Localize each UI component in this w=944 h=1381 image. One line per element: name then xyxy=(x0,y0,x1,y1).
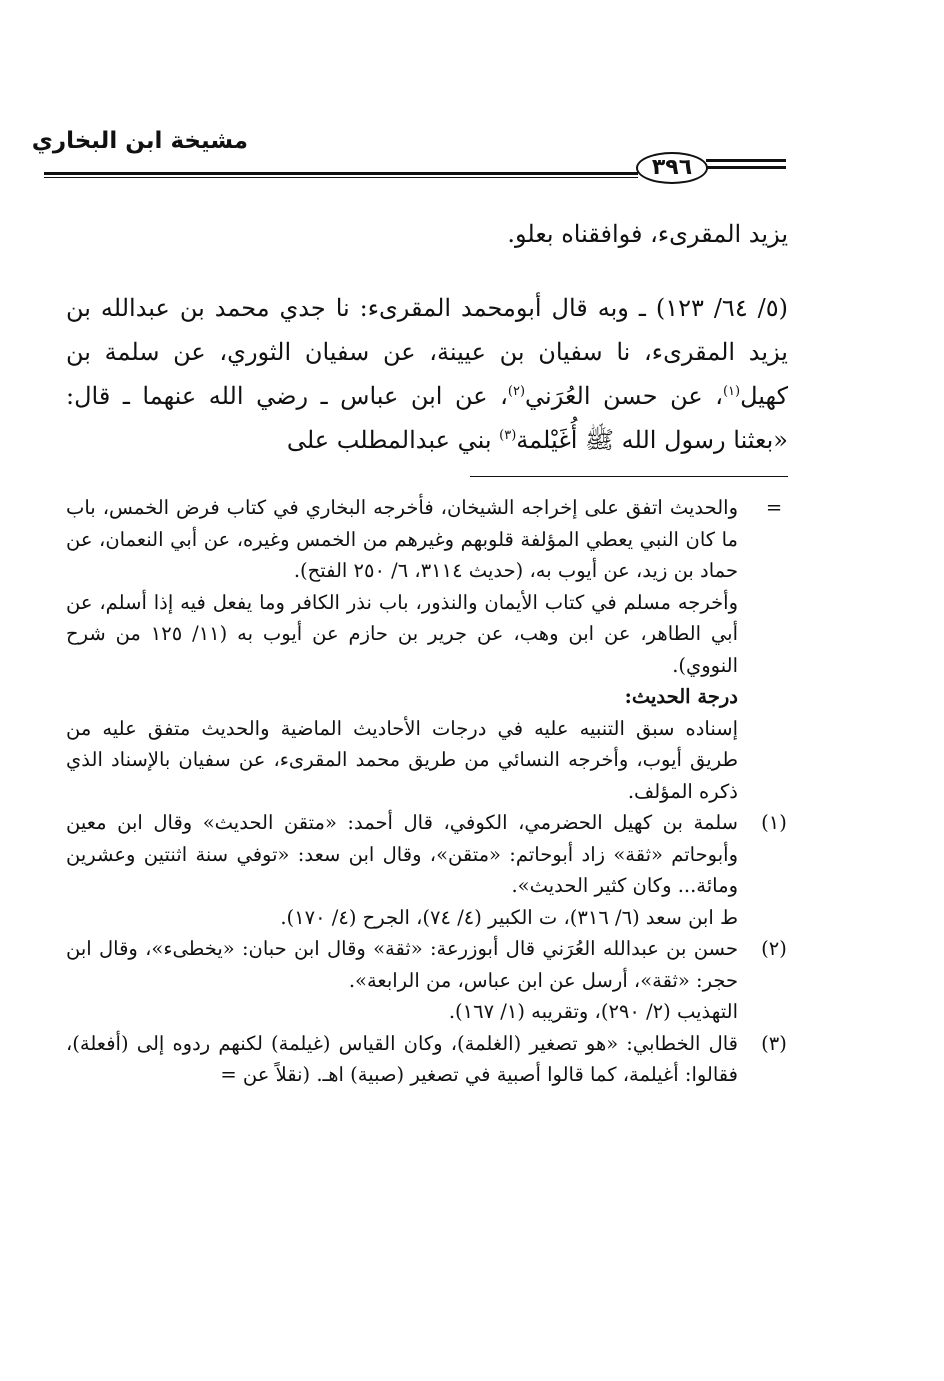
paragraph-2 xyxy=(66,286,788,462)
footnote-continuation-p2: وأخرجه مسلم في كتاب الأيمان والنذور، باب نذر الكافر وما يفعل فيه إذا أسلم، عن أبي الطاهر، عن ابن وهب، عن جرير بن حازم عن أيوب به (١١/ ١٢٥ من شرح النووي). xyxy=(66,590,738,677)
main-text xyxy=(66,212,788,462)
continuation-mark: = xyxy=(765,496,783,519)
paragraph-2-text: (٥/ ٦٤/ ١٢٣) ـ وبه قال أبومحمد المقرىء: نا جدي محمد بن عبدالله بن يزيد المقرىء، نا سفيان بن عيينة، عن سفيان الثوري، عن سلمة بن كهيل xyxy=(66,294,789,410)
paragraph-2-text-c: ، عن ابن عباس ـ رضي الله عنهما ـ قال: «بعثنا رسول الله ﷺ أُغَيْلمة xyxy=(66,382,788,454)
paragraph-2-text-d: بني عبدالمطلب على xyxy=(286,426,500,454)
footnote-1-p2: ط ابن سعد (٦/ ٣١٦)، ت الكبير (٤/ ٧٤)، الجرح (٤/ ١٧٠). xyxy=(280,905,738,929)
footnote-ref-2: (٢) xyxy=(507,384,526,399)
section-heading: درجة الحديث: xyxy=(624,685,738,708)
footnote-3-p1: قال الخطابي: «هو تصغير (الغلمة)، وكان القياس (غيلمة) لكنهم ردوه إلى (أفعلة)، فقالوا: أغيلمة، كما قالوا أصبية في تصغير (صبية) اهـ. (نقلاً عن = xyxy=(66,1031,738,1086)
running-title: مشيخة ابن البخاري xyxy=(31,128,248,154)
footnote-3 xyxy=(66,1028,787,1091)
footnote-2-p1: حسن بن عبدالله العُرَني قال أبوزرعة: «ثقة» وقال ابن حبان: «يخطىء»، وقال ابن حجر: «ثقة»، أرسل عن ابن عباس، من الرابعة». xyxy=(66,937,738,992)
footnote-separator xyxy=(470,476,788,477)
header-rule-thin xyxy=(44,177,638,178)
page-number: ٣٩٦ xyxy=(636,152,708,184)
footnote-continuation xyxy=(66,492,783,807)
footnote-continuation-p3: إسناده سبق التنبيه عليه في درجات الأحاديث الماضية والحديث متفق عليه من طريق أيوب، وأخرجه النسائي من طريق محمد المقرىء، عن سفيان بالإسناد الذي ذكره المؤلف. xyxy=(66,716,738,803)
header-rule-right xyxy=(706,159,786,162)
footnotes xyxy=(66,492,787,1091)
paragraph-1: يزيد المقرىء، فوافقناه بعلو. xyxy=(507,220,788,248)
paragraph-2-text-b: ، عن حسن العُرَني xyxy=(525,382,723,410)
footnote-1-number: (١) xyxy=(761,811,787,834)
footnote-2-p2: التهذيب (٢/ ٢٩٠)، وتقريبه (١/ ١٦٧). xyxy=(448,1000,738,1023)
footnote-3-number: (٣) xyxy=(761,1031,787,1055)
footnote-2-number: (٢) xyxy=(761,937,787,960)
footnote-ref-1: (١) xyxy=(722,384,741,399)
footnote-1 xyxy=(66,807,787,933)
footnote-ref-3: (٣) xyxy=(499,428,517,443)
header-rule-right-lower xyxy=(706,166,786,169)
footnote-continuation-p1: والحديث اتفق على إخراجه الشيخان، فأخرجه البخاري في كتاب فرض الخمس، باب ما كان النبي يعطي المؤلفة قلوبهم وغيرهم من الخمس وغيره، عن أبي النعمان، عن حماد بن زيد، عن أيوب به، (حديث ٣١١٤، ٦/ ٢٥٠ الفتح). xyxy=(66,496,738,582)
header-rule xyxy=(44,172,638,175)
footnote-2 xyxy=(66,933,787,1028)
footnote-1-p1: سلمة بن كهيل الحضرمي، الكوفي، قال أحمد: «متقن الحديث» وقال ابن معين وأبوحاتم «ثقة» زاد أبوحاتم: «متقن»، وقال ابن سعد: «توفي سنة اثنتين وعشرين ومائة... وكان كثير الحديث». xyxy=(66,811,738,897)
